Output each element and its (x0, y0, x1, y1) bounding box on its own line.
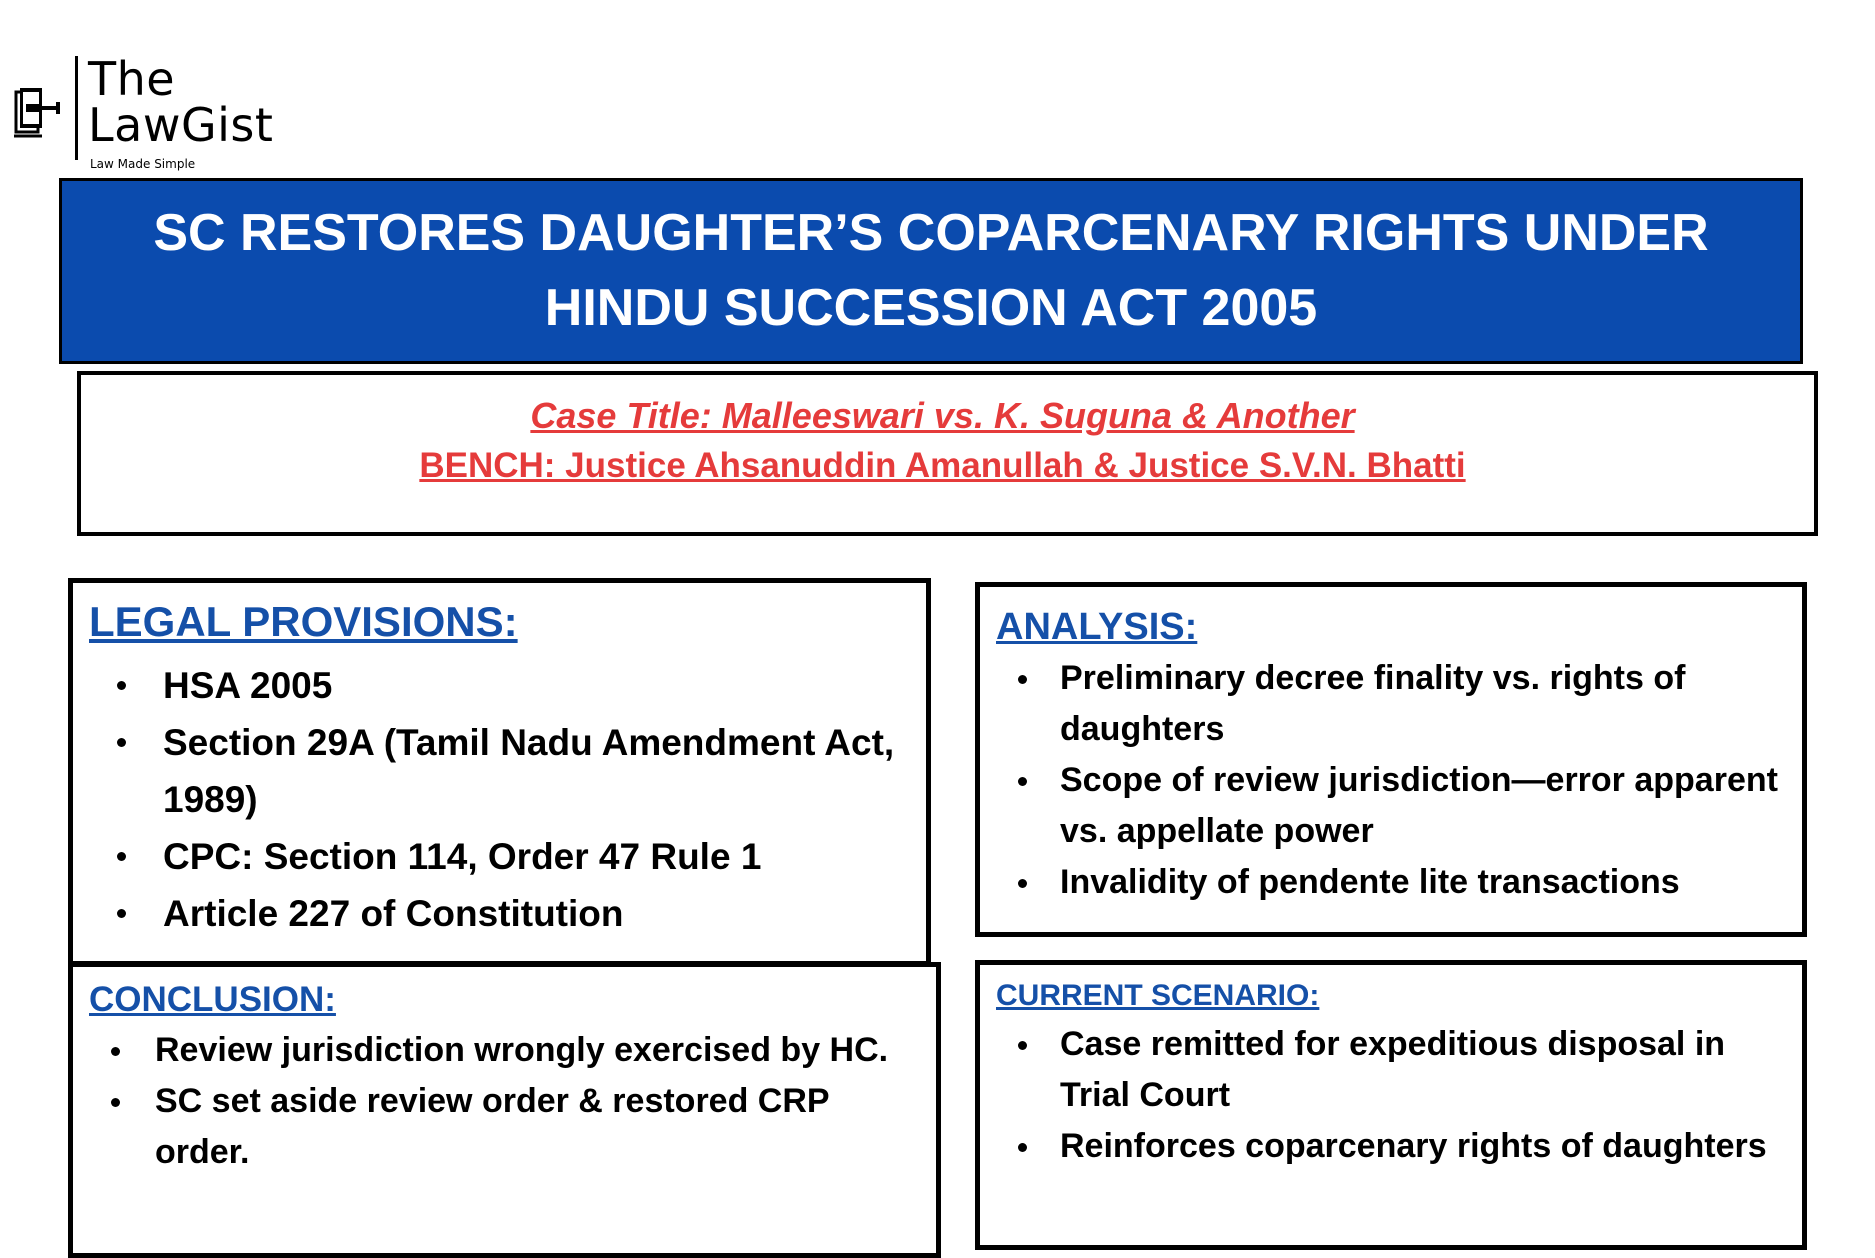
logo-tagline: Law Made Simple (90, 157, 196, 171)
analysis-panel (975, 582, 1807, 937)
list-item: Invalidity of pendente lite transactions (996, 857, 1802, 908)
conclusion-heading: CONCLUSION: (89, 980, 336, 1019)
list-item: CPC: Section 114, Order 47 Rule 1 (89, 828, 926, 885)
list-item: Reinforces coparcenary rights of daughters (996, 1121, 1802, 1172)
list-item: Section 29A (Tamil Nadu Amendment Act, 1989) (89, 714, 926, 828)
list-item: Case remitted for expeditious disposal in Trial Court (996, 1019, 1802, 1121)
conclusion-list (89, 1025, 936, 1178)
case-bench: BENCH: Justice Ahsanuddin Amanullah & Justice S.V.N. Bhatti (419, 446, 1466, 485)
thelawgist-logo (12, 52, 282, 171)
current-scenario-list (996, 1019, 1802, 1172)
legal-provisions-list (89, 657, 926, 942)
book-gavel-icon (12, 84, 64, 140)
list-item: HSA 2005 (89, 657, 926, 714)
case-details-box (77, 371, 1818, 536)
current-scenario-heading: CURRENT SCENARIO: (996, 979, 1320, 1012)
list-item: Scope of review jurisdiction—error apparent vs. appellate power (996, 755, 1802, 857)
list-item: SC set aside review order & restored CRP order. (89, 1076, 936, 1178)
legal-provisions-panel (68, 578, 931, 966)
logo-line-1: The (88, 52, 176, 106)
legal-provisions-heading: LEGAL PROVISIONS: (89, 598, 518, 645)
conclusion-panel (68, 962, 941, 1258)
headline-title: SC RESTORES DAUGHTER’S COPARCENARY RIGHTS UNDER HINDU SUCCESSION ACT 2005 (153, 204, 1709, 337)
list-item: Article 227 of Constitution (89, 885, 926, 942)
headline-banner (59, 178, 1803, 364)
logo-line-2: LawGist (88, 98, 274, 152)
list-item: Preliminary decree finality vs. rights of daughters (996, 653, 1802, 755)
list-item: Review jurisdiction wrongly exercised by HC. (89, 1025, 936, 1076)
analysis-heading: ANALYSIS: (996, 606, 1198, 648)
current-scenario-panel (975, 960, 1807, 1250)
analysis-list (996, 653, 1802, 908)
case-title: Case Title: Malleeswari vs. K. Suguna & Another (530, 395, 1355, 436)
logo-wordmark (88, 52, 274, 171)
logo-divider (75, 56, 78, 160)
